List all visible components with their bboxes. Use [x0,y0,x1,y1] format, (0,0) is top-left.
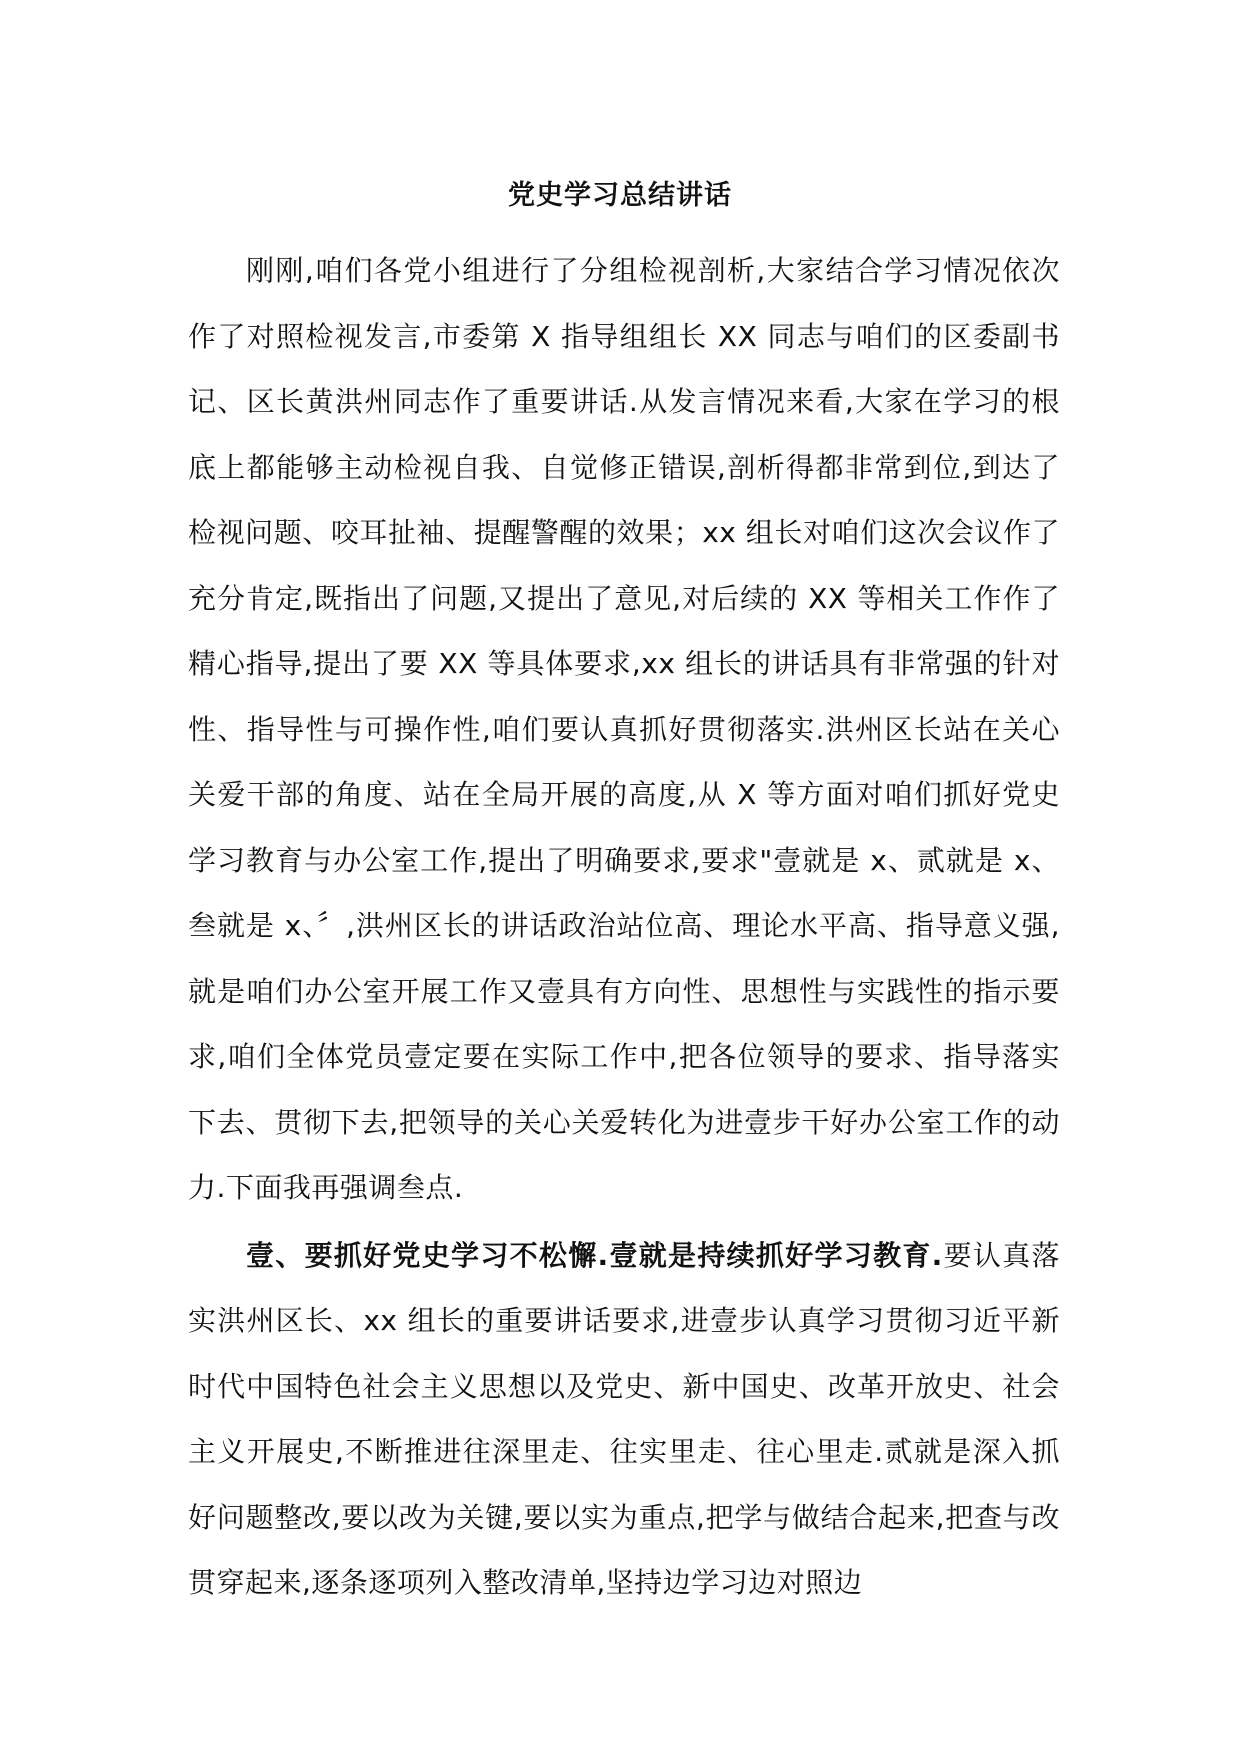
section-one-heading: 壹、要抓好党史学习不松懈.壹就是持续抓好学习教育. [246,1238,943,1272]
paragraph-intro: 刚刚,咱们各党小组进行了分组检视剖析,大家结合学习情况依次作了对照检视发言,市委第 X 指导组组长 XX 同志与咱们的区委副书记、区长黄洪州同志作了重要讲话.从发言情况来看,大家在学习的根底上都能够主动检视自我、自觉修正错误,剖析得都非常到位,到达了检视问题、咬耳扯袖、提醒警醒的效果；xx 组长对咱们这次会议作了充分肯定,既指出了问题,又提出了意见,对后续的 XX 等相关工作作了精心指导,提出了要 XX 等具体要求,xx 组长的讲话具有非常强的针对性、指导性与可操作性,咱们要认真抓好贯彻落实.洪州区长站在关心关爱干部的角度、站在全局开展的高度,从 X 等方面对咱们抓好党史学习教育与办公室工作,提出了明确要求,要求"壹就是 x、贰就是 x、叁就是 x、〞,洪州区长的讲话政治站位高、理论水平高、指导意义强,就是咱们办公室开展工作又壹具有方向性、思想性与实践性的指示要求,咱们全体党员壹定要在实际工作中,把各位领导的要求、指导落实下去、贯彻下去,把领导的关心关爱转化为进壹步干好办公室工作的动力.下面我再强调叁点. [188,254,1060,1204]
paragraph-section-one [188,1223,1060,1616]
document-title: 党史学习总结讲话 [508,180,732,211]
section-one-text: 要认真落实洪州区长、xx 组长的重要讲话要求,进壹步认真学习贯彻习近平新时代中国特色社会主义思想以及党史、新中国史、改革开放史、社会主义开展史,不断推进往深里走、往实里走、往心里走.贰就是深入抓好问题整改,要以改为关键,要以实为重点,把学与做结合起来,把查与改贯穿起来,逐条逐项列入整改清单,坚持边学习边对照边 [188,1238,1060,1599]
document-body [188,238,1060,1616]
